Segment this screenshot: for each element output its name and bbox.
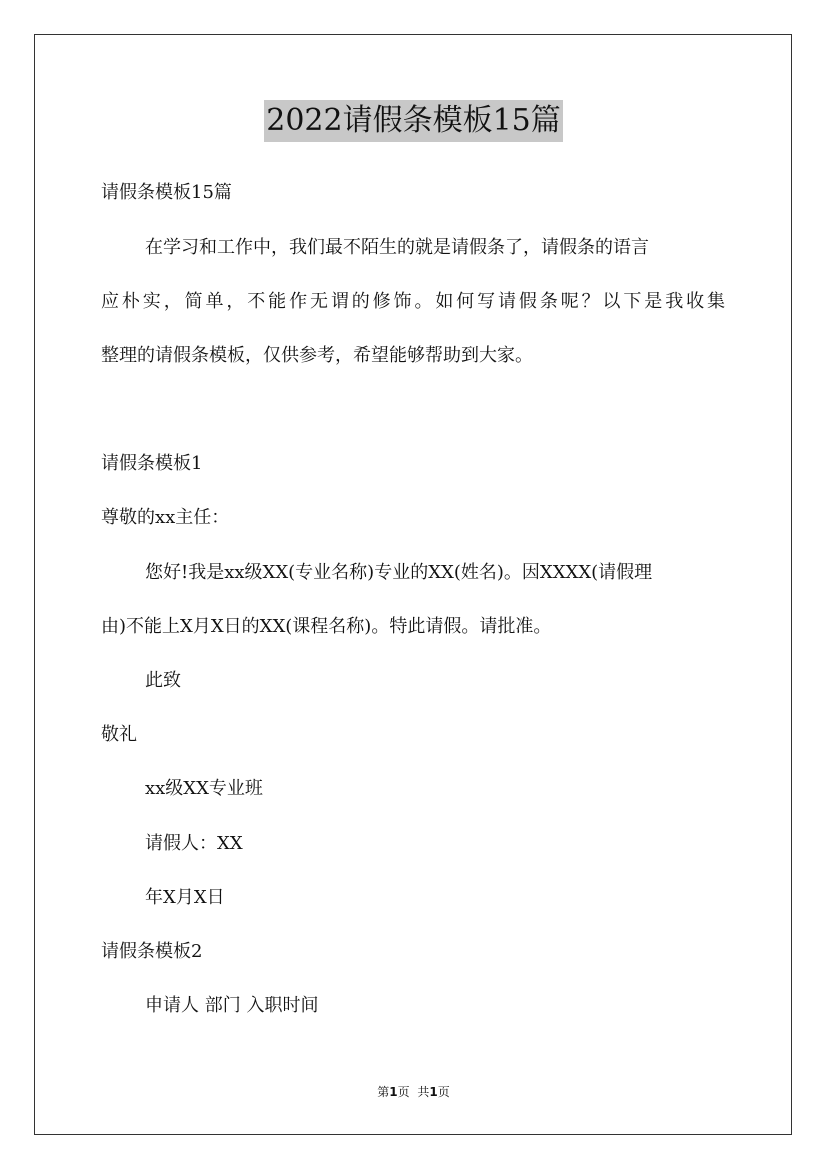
section-heading-2: 请假条模板2 xyxy=(101,941,203,962)
intro-line-3: 整理的请假条模板，仅供参考，希望能够帮助到大家。 xyxy=(101,345,533,366)
closing-line-1: 此致 xyxy=(145,670,181,691)
signature-class-line: xx级XX专业班 xyxy=(145,778,263,799)
page-label-suffix: 页 xyxy=(397,1085,410,1099)
closing-line-2: 敬礼 xyxy=(101,724,137,745)
page-number: 1 xyxy=(389,1085,398,1099)
page-footer xyxy=(0,1083,827,1101)
title-container xyxy=(0,100,827,142)
salutation-line: 尊敬的xx主任： xyxy=(101,507,230,528)
page-label-prefix: 第 xyxy=(377,1085,390,1099)
signature-date-line: 年X月X日 xyxy=(145,887,225,908)
document-title: 2022请假条模板15篇 xyxy=(264,100,563,142)
form-fields-line: 申请人 部门 入职时间 xyxy=(145,995,319,1016)
subtitle-line: 请假条模板15篇 xyxy=(101,182,232,203)
intro-line-1: 在学习和工作中，我们最不陌生的就是请假条了，请假条的语言 xyxy=(145,237,649,258)
total-pages: 1 xyxy=(429,1085,438,1099)
signature-name-line: 请假人：XX xyxy=(145,833,243,854)
body-line-2: 由)不能上X月X日的XX(课程名称)。特此请假。请批准。 xyxy=(101,616,552,637)
intro-line-2: 应朴实，简单，不能作无谓的修饰。如何写请假条呢？以下是我收集 xyxy=(101,291,725,312)
total-prefix: 共 xyxy=(417,1085,430,1099)
body-line-1: 您好!我是xx级XX(专业名称)专业的XX(姓名)。因XXXX(请假理 xyxy=(145,562,653,583)
total-suffix: 页 xyxy=(437,1085,450,1099)
section-heading-1: 请假条模板1 xyxy=(101,453,203,474)
